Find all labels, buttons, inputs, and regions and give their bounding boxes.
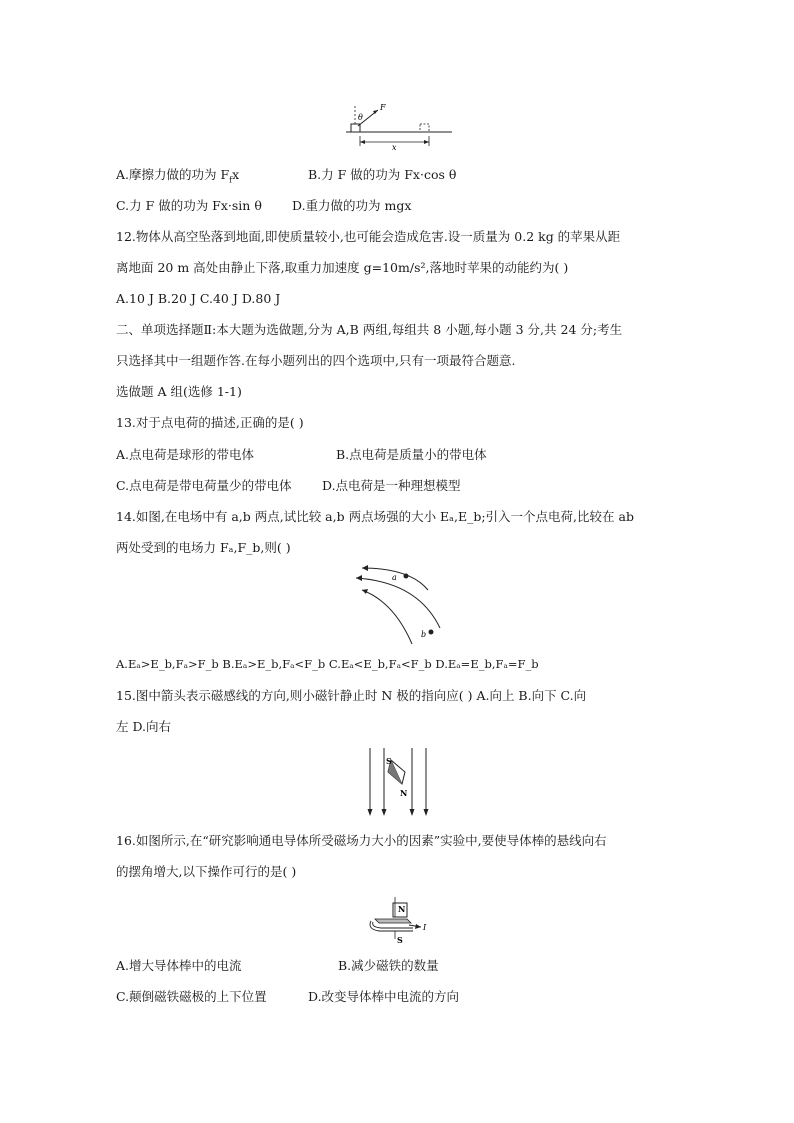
magnet-s-label: S: [397, 935, 403, 945]
force-label: F: [380, 103, 386, 112]
q14-stem-line1: 14.如图,在电场中有 a,b 两点,试比较 a,b 两点场强的大小 Eₐ,E_b;引入一个点电荷,比较在 ab: [116, 509, 634, 524]
q13-option-b: B.点电荷是质量小的带电体: [336, 447, 487, 462]
q11-option-d: D.重力做的功为 mgx: [292, 198, 412, 213]
q13-option-d: D.点电荷是一种理想模型: [322, 478, 461, 493]
q13-option-a: A.点电荷是球形的带电体: [116, 447, 255, 462]
q14-stem-line2: 两处受到的电场力 Fₐ,F_b,则( ): [116, 540, 291, 555]
needle-s-label: S: [386, 756, 392, 766]
q15-stem-line1: 15.图中箭头表示磁感线的方向,则小磁针静止时 N 极的指向应( ) A.向上 B.向下 C.向: [116, 688, 587, 703]
q16-option-a: A.增大导体棒中的电流: [116, 958, 242, 973]
q13-option-c: C.点电荷是带电荷量少的带电体: [116, 478, 292, 493]
q14-options: A.Eₐ>E_b,Fₐ>F_b B.Eₐ>E_b,Fₐ<F_b C.Eₐ<E_b,Fₐ<F_b D.Eₐ=E_b,Fₐ=F_b: [116, 657, 539, 671]
q11-force-diagram: [340, 100, 460, 156]
q12-stem-line1: 12.物体从高空坠落到地面,即使质量较小,也可能会造成危害.设一质量为 0.2 kg 的苹果从距: [116, 229, 621, 244]
q16-option-c: C.颠倒磁铁磁极的上下位置: [116, 989, 267, 1004]
q16-stem-line2: 的摆角增大,以下操作可行的是( ): [116, 864, 297, 879]
magnet-n-label: N: [398, 904, 406, 914]
theta-label: θ: [358, 113, 363, 122]
point-a-label: a: [392, 573, 397, 582]
q12-stem-line2: 离地面 20 m 高处由静止下落,取重力加速度 g=10m/s²,落地时苹果的动能约为( ): [116, 260, 569, 275]
displacement-label: x: [392, 143, 397, 152]
needle-n-label: N: [400, 788, 408, 798]
q15-magnetic-field-diagram: [360, 746, 436, 818]
q16-option-b: B.减少磁铁的数量: [338, 958, 439, 973]
q13-stem: 13.对于点电荷的描述,正确的是( ): [116, 415, 304, 430]
q14-electric-field-diagram: [350, 560, 450, 650]
q11-option-c: C.力 F 做的功为 Fx·sin θ: [116, 198, 262, 213]
q12-options: A.10 J B.20 J C.40 J D.80 J: [116, 291, 281, 306]
q16-magnet-conductor-diagram: [365, 895, 437, 947]
section2-heading-line1: 二、单项选择题Ⅱ:本大题为选做题,分为 A,B 两组,每组共 8 小题,每小题 3 分,共 24 分;考生: [116, 322, 623, 337]
q11-option-b: B.力 F 做的功为 Fx·cos θ: [308, 167, 457, 182]
group-a-title: 选做题 A 组(选修 1-1): [116, 384, 242, 399]
current-label: I: [423, 923, 427, 932]
point-b-label: b: [421, 630, 427, 639]
q16-stem-line1: 16.如图所示,在“研究影响通电导体所受磁场力大小的因素”实验中,要使导体棒的悬线向右: [116, 833, 607, 848]
q15-stem-line2: 左 D.向右: [116, 719, 172, 734]
q11-option-a: A.摩擦力做的功为 $F_fx$: [116, 167, 240, 185]
q16-option-d: D.改变导体棒中电流的方向: [308, 989, 460, 1004]
section2-heading-line2: 只选择其中一组题作答.在每小题列出的四个选项中,只有一项最符合题意.: [116, 353, 516, 368]
